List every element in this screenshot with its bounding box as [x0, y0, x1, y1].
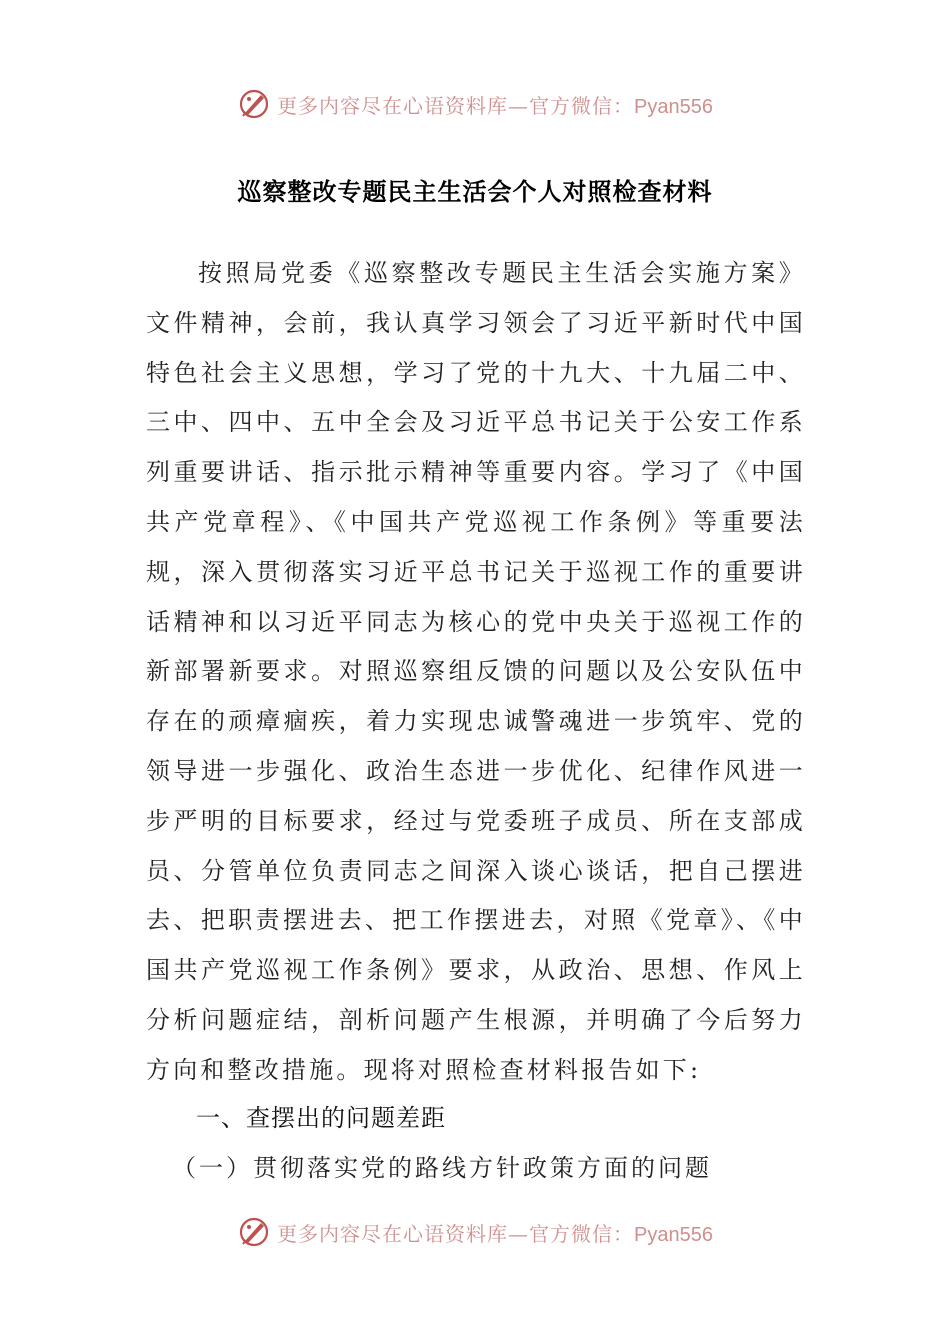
footer-watermark-banner: [0, 1212, 950, 1252]
quill-pen-logo-icon: [237, 1215, 271, 1249]
header-wechat-id: Pyan556: [634, 95, 713, 118]
quill-pen-logo-icon: [237, 87, 271, 121]
header-banner-text: 更多内容尽在心语资料库—官方微信：Pyan556: [277, 93, 713, 118]
subsection-heading-1: （一）贯彻落实党的路线方针政策方面的问题: [172, 1154, 712, 1182]
document-title: 巡察整改专题民主生活会个人对照检查材料: [237, 177, 713, 206]
footer-banner-text: 更多内容尽在心语资料库—官方微信：Pyan556: [277, 1221, 713, 1246]
section-heading-1: 一、查摆出的问题差距: [196, 1104, 446, 1132]
footer-wechat-id: Pyan556: [634, 1223, 713, 1246]
intro-paragraph: 按照局党委《巡察整改专题民主生活会实施方案》文件精神，会前，我认真学习领会了习近平新时代中国特色社会主义思想，学习了党的十九大、十九届二中、三中、四中、五中全会及习近平总书记关于公安工作系列重要讲话、指示批示精神等重要内容。学习了《中国共产党章程》、《中国共产党巡视工作条例》等重要法规，深入贯彻落实习近平总书记关于巡视工作的重要讲话精神和以习近平同志为核心的党中央关于巡视工作的新部署新要求。对照巡察组反馈的问题以及公安队伍中存在的顽瘴痼疾，着力实现忠诚警魂进一步筑牢、党的领导进一步强化、政治生态进一步优化、纪律作风进一步严明的目标要求，经过与党委班子成员、所在支部成员、分管单位负责同志之间深入谈心谈话，把自己摆进去、把职责摆进去、把工作摆进去，对照《党章》、《中国共产党巡视工作条例》要求，从政治、思想、作风上分析问题症结，剖析问题产生根源，并明确了今后努力方向和整改措施。现将对照检查材料报告如下:: [146, 259, 806, 1084]
header-watermark-banner: [0, 84, 950, 124]
